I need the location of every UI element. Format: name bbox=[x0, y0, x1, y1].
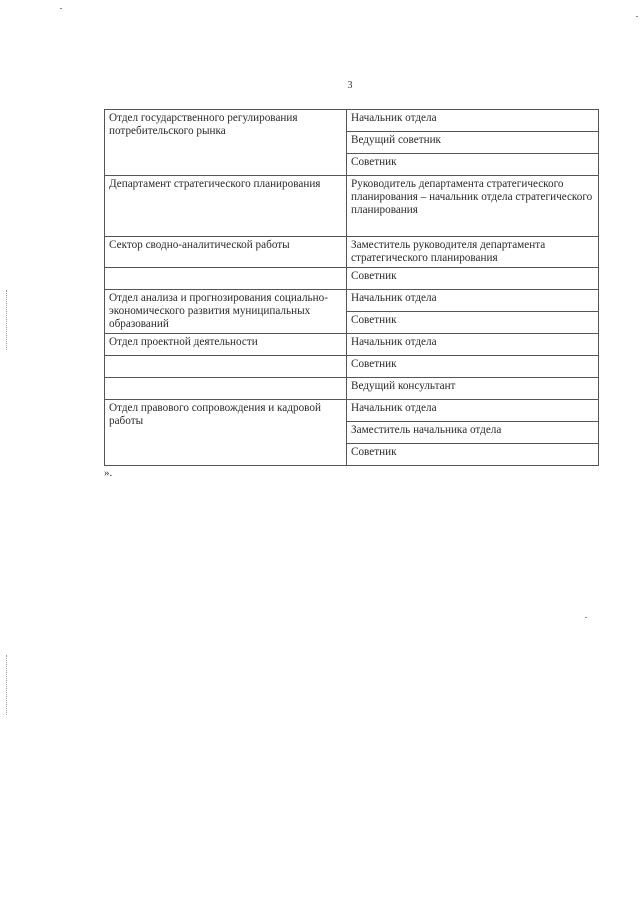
table-row bbox=[105, 356, 599, 378]
position-cell: Советник bbox=[347, 268, 599, 290]
position-cell: Ведущий консультант bbox=[347, 378, 599, 400]
position-cell: Начальник отдела bbox=[347, 290, 599, 312]
positions-table bbox=[104, 109, 599, 466]
department-cell bbox=[105, 268, 347, 290]
position-cell: Заместитель начальника отдела bbox=[347, 422, 599, 444]
table-row bbox=[105, 290, 599, 312]
position-cell: Заместитель руководителя департамента стратегического планирования bbox=[347, 237, 599, 268]
department-cell bbox=[105, 356, 347, 378]
position-cell: Советник bbox=[347, 356, 599, 378]
department-cell: Сектор сводно-аналитической работы bbox=[105, 237, 347, 268]
position-cell: Советник bbox=[347, 154, 599, 176]
department-cell: Отдел анализа и прогнозирования социально-экономического развития муниципальных образований bbox=[105, 290, 347, 334]
closing-quote-mark: ». bbox=[104, 467, 113, 479]
scan-speck bbox=[60, 8, 62, 9]
position-cell: Советник bbox=[347, 444, 599, 466]
position-cell: Руководитель департамента стратегического планирования – начальник отдела стратегического планирования bbox=[347, 176, 599, 237]
scan-margin-artifact bbox=[6, 655, 8, 715]
position-cell: Советник bbox=[347, 312, 599, 334]
page-number: 3 bbox=[347, 80, 353, 91]
scan-speck bbox=[585, 617, 587, 618]
position-cell: Начальник отдела bbox=[347, 334, 599, 356]
table-row bbox=[105, 237, 599, 268]
scan-speck bbox=[636, 16, 638, 17]
department-cell: Отдел проектной деятельности bbox=[105, 334, 347, 356]
department-cell: Департамент стратегического планирования bbox=[105, 176, 347, 237]
table-row bbox=[105, 110, 599, 132]
department-cell: Отдел государственного регулирования потребительского рынка bbox=[105, 110, 347, 176]
table-row bbox=[105, 176, 599, 237]
table-row bbox=[105, 268, 599, 290]
table-row bbox=[105, 334, 599, 356]
position-cell: Ведущий советник bbox=[347, 132, 599, 154]
department-cell bbox=[105, 378, 347, 400]
position-cell: Начальник отдела bbox=[347, 400, 599, 422]
department-cell: Отдел правового сопровождения и кадровой работы bbox=[105, 400, 347, 466]
table-row bbox=[105, 400, 599, 422]
table-row bbox=[105, 378, 599, 400]
position-cell: Начальник отдела bbox=[347, 110, 599, 132]
scan-margin-artifact bbox=[6, 290, 8, 350]
